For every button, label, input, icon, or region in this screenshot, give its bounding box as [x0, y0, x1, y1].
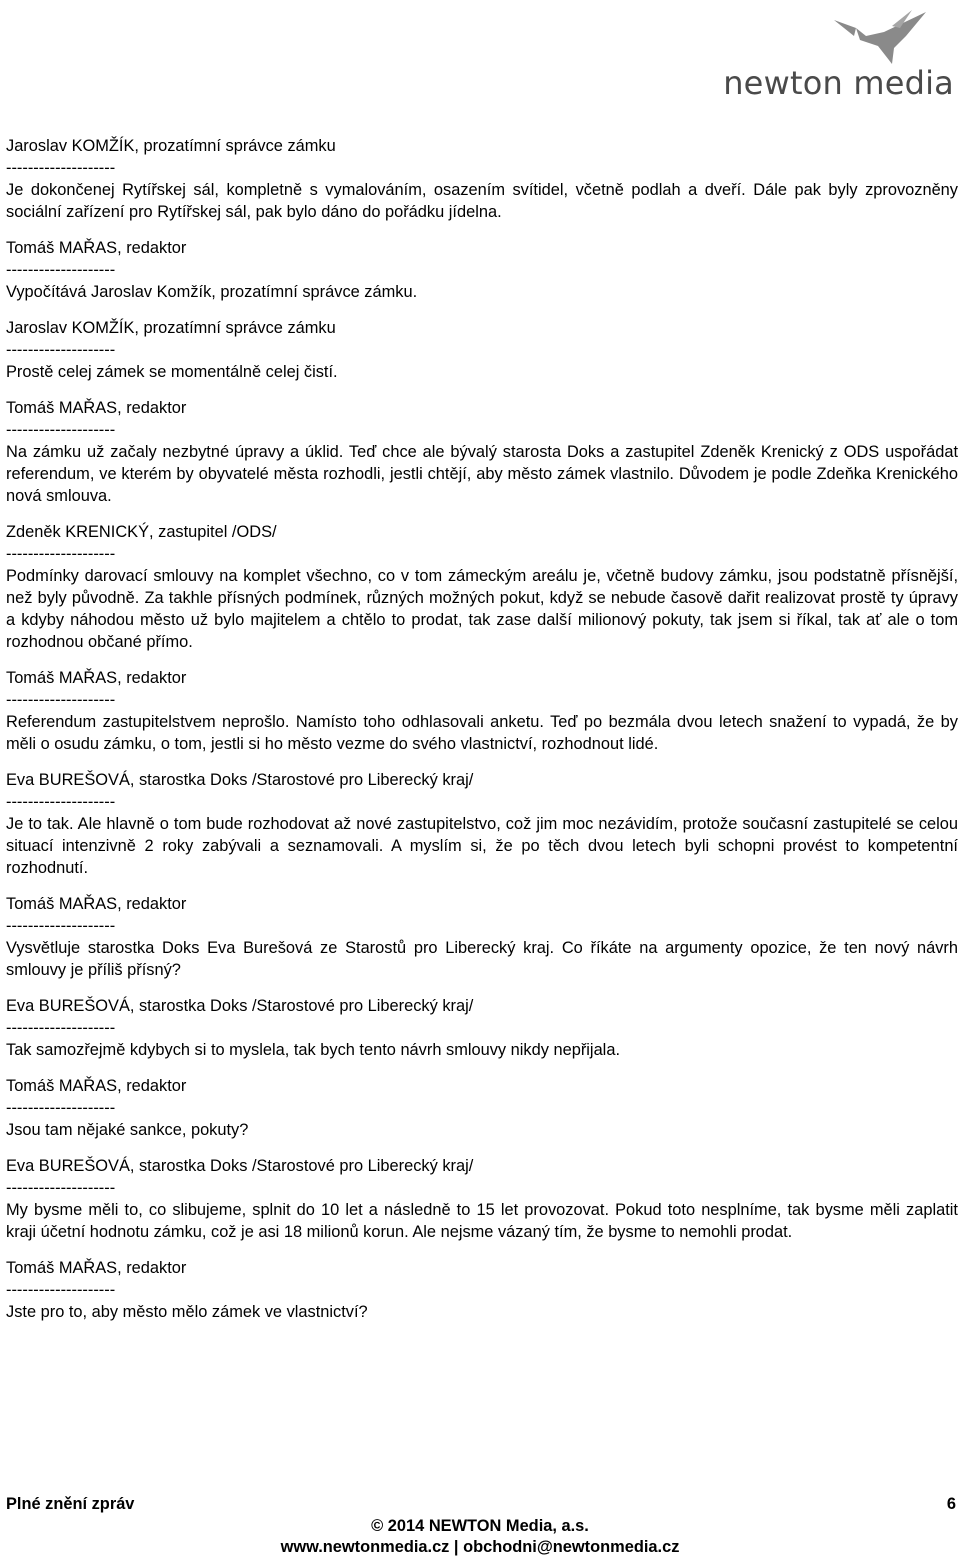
speech-text: Je dokončenej Rytířskej sál, kompletně s vymalováním, osazením svítidel, včetně podlah a dveří. Dále pak byly zprovozněny sociální zařízení pro Rytířskej sál, pak bylo dáno do pořádku jídelna.	[6, 181, 958, 221]
speaker-name: Tomáš MAŘAS, redaktor	[6, 239, 187, 257]
speaker-name: Jaroslav KOMŽÍK, prozatímní správce zámku	[6, 137, 336, 155]
speech-text: Vypočítává Jaroslav Komžík, prozatímní správce zámku.	[6, 283, 418, 301]
logo-wordmark: newton media	[723, 64, 954, 102]
speaker-name: Eva BUREŠOVÁ, starostka Doks /Starostové pro Liberecký kraj/	[6, 1157, 474, 1175]
footer-info	[0, 1516, 960, 1558]
speech-text: Na zámku už začaly nezbytné úpravy a úklid. Teď chce ale bývalý starosta Doks a zastupitel Zdeněk Krenický z ODS uspořádat referendum, ve kterém by obyvatelé města rozhodli, jestli chtějí, aby město zámek vlastnilo. Důvodem je podle Zdeňka Krenického nová smlouva.	[6, 443, 958, 505]
footer-title: Plné znění zpráv	[6, 1495, 135, 1513]
transcript-entry	[6, 667, 958, 755]
speaker-name: Tomáš MAŘAS, redaktor	[6, 669, 187, 687]
page-number: 6	[946, 1495, 956, 1513]
separator-line: --------------------	[6, 691, 116, 709]
newton-media-logo	[723, 6, 956, 102]
transcript-entry	[6, 1075, 958, 1141]
speech-text: Referendum zastupitelstvem neprošlo. Namísto toho odhlasovali anketu. Teď po bezmála dvou letech snažení to vypadá, že by měli o osudu zámku, o tom, jestli si ho město vezme do svého vlastnictví, rozhodnout lidé.	[6, 713, 958, 753]
speech-text: Jste pro to, aby město mělo zámek ve vlastnictví?	[6, 1303, 368, 1321]
transcript-entry	[6, 995, 958, 1061]
transcript-entry	[6, 893, 958, 981]
speech-text: My bysme měli to, co slibujeme, splnit do 10 let a následně to 15 let provozovat. Pokud toto nesplníme, tak bysme měli zaplatit kraji účetní hodnotu zámku, což je asi 18 milionů korun. Ale nejsme vázaný tím, že bysme to nemohli prodat.	[6, 1201, 958, 1241]
contact-links[interactable]: www.newtonmedia.cz | obchodni@newtonmedia.cz	[280, 1538, 680, 1556]
speaker-name: Tomáš MAŘAS, redaktor	[6, 895, 187, 913]
speaker-name: Tomáš MAŘAS, redaktor	[6, 1077, 187, 1095]
speech-text: Vysvětluje starostka Doks Eva Burešová ze Starostů pro Liberecký kraj. Co říkáte na argumenty opozice, že ten nový návrh smlouvy je příliš přísný?	[6, 939, 958, 979]
speaker-name: Tomáš MAŘAS, redaktor	[6, 1259, 187, 1277]
separator-line: --------------------	[6, 1099, 116, 1117]
transcript-entry	[6, 1257, 958, 1323]
speech-text: Tak samozřejmě kdybych si to myslela, tak bych tento návrh smlouvy nikdy nepřijala.	[6, 1041, 620, 1059]
speech-text: Jsou tam nějaké sankce, pokuty?	[6, 1121, 249, 1139]
separator-line: --------------------	[6, 917, 116, 935]
transcript-entry	[6, 317, 958, 383]
speaker-name: Eva BUREŠOVÁ, starostka Doks /Starostové pro Liberecký kraj/	[6, 997, 474, 1015]
transcript-entry	[6, 769, 958, 879]
transcript-entry	[6, 135, 958, 223]
separator-line: --------------------	[6, 793, 116, 811]
speaker-name: Jaroslav KOMŽÍK, prozatímní správce zámku	[6, 319, 336, 337]
separator-line: --------------------	[6, 261, 116, 279]
speaker-name: Zdeněk KRENICKÝ, zastupitel /ODS/	[6, 523, 277, 541]
separator-line: --------------------	[6, 421, 116, 439]
hummingbird-logo-icon	[826, 6, 936, 68]
transcript-entry	[6, 1155, 958, 1243]
transcript-entry	[6, 397, 958, 507]
separator-line: --------------------	[6, 1281, 116, 1299]
speaker-name: Eva BUREŠOVÁ, starostka Doks /Starostové pro Liberecký kraj/	[6, 771, 474, 789]
separator-line: --------------------	[6, 1179, 116, 1197]
separator-line: --------------------	[6, 159, 116, 177]
transcript-entry	[6, 521, 958, 653]
separator-line: --------------------	[6, 1019, 116, 1037]
transcript-entry	[6, 237, 958, 303]
speech-text: Je to tak. Ale hlavně o tom bude rozhodovat až nové zastupitelstvo, což jim moc nezávidím, protože současní zastupitelé se celou situací intenzivně 2 roky zabývali a seznamovali. A myslím si, že po těch dvou letech byli schopni provést to kompetentní rozhodnutí.	[6, 815, 958, 877]
speaker-name: Tomáš MAŘAS, redaktor	[6, 399, 187, 417]
speech-text: Podmínky darovací smlouvy na komplet všechno, co v tom zámeckým areálu je, včetně budovy zámku, jsou podstatně přísnější, než byly původně. Za takhle přísných podmínek, různých možných pokut, když se nebude časově dařit realizovat prostě ty úpravy a kdyby náhodou město už bylo majitelem a chtělo to prodat, tak zase další milionový pokuty, tak jsem si říkal, tak ať ale o tom rozhodnou občané přímo.	[6, 567, 958, 651]
transcript	[6, 135, 958, 1337]
separator-line: --------------------	[6, 545, 116, 563]
copyright-text: © 2014 NEWTON Media, a.s.	[371, 1517, 589, 1535]
speech-text: Prostě celej zámek se momentálně celej čistí.	[6, 363, 338, 381]
separator-line: --------------------	[6, 341, 116, 359]
